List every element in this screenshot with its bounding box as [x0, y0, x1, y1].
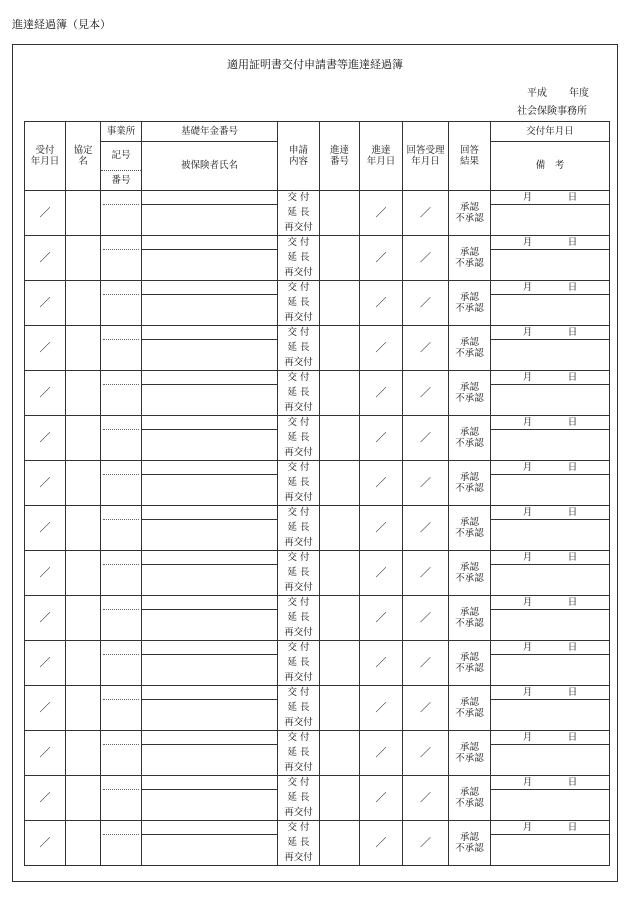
remarks-cell[interactable] [491, 520, 610, 551]
remarks-cell[interactable] [491, 205, 610, 236]
pension-number-cell[interactable] [142, 326, 278, 340]
received-date-cell[interactable]: ／ [25, 281, 66, 326]
application-type-cell[interactable]: 交 付 延 長 再交付 [278, 191, 320, 236]
transmittal-date-cell[interactable]: ／ [360, 281, 403, 326]
table-row [25, 326, 610, 340]
reply-date-cell[interactable]: ／ [403, 596, 449, 641]
received-date-cell[interactable]: ／ [25, 686, 66, 731]
remarks-cell[interactable] [491, 385, 610, 416]
application-type-cell[interactable]: 交 付 延 長 再交付 [278, 416, 320, 461]
agreement-cell[interactable] [66, 686, 101, 731]
header-remarks: 備 考 [491, 142, 610, 191]
page-label: 進達経過簿（見本） [12, 18, 111, 31]
insured-name-cell[interactable] [142, 700, 278, 731]
table-row [25, 191, 610, 205]
transmittal-date-cell[interactable]: ／ [360, 596, 403, 641]
table-row [25, 461, 610, 475]
table-row [25, 821, 610, 835]
agreement-cell[interactable] [66, 506, 101, 551]
reply-result-cell[interactable]: 承認 不承認 [449, 326, 491, 371]
remarks-cell[interactable] [491, 745, 610, 776]
pension-number-cell[interactable] [142, 641, 278, 655]
pension-number-cell[interactable] [142, 821, 278, 835]
header-received-date: 受付 年月日 [25, 122, 66, 191]
remarks-cell[interactable] [491, 790, 610, 821]
agreement-cell[interactable] [66, 821, 101, 866]
insured-name-cell[interactable] [142, 790, 278, 821]
transmittal-date-cell[interactable]: ／ [360, 821, 403, 866]
received-date-cell[interactable]: ／ [25, 731, 66, 776]
received-date-cell[interactable]: ／ [25, 326, 66, 371]
form-title: 適用証明書交付申請書等進達経過簿 [227, 58, 403, 71]
issue-date-cell[interactable]: 月 日 [491, 461, 610, 475]
insured-name-cell[interactable] [142, 655, 278, 686]
pension-number-cell[interactable] [142, 551, 278, 565]
agreement-cell[interactable] [66, 416, 101, 461]
office-symbol-number-cell[interactable] [101, 506, 142, 551]
issue-date-cell[interactable]: 月 日 [491, 686, 610, 700]
received-date-cell[interactable]: ／ [25, 416, 66, 461]
pension-number-cell[interactable] [142, 506, 278, 520]
transmittal-number-cell[interactable] [320, 506, 360, 551]
office-symbol-number-cell[interactable] [101, 371, 142, 416]
reply-date-cell[interactable]: ／ [403, 821, 449, 866]
issue-date-cell[interactable]: 月 日 [491, 371, 610, 385]
insured-name-cell[interactable] [142, 250, 278, 281]
application-type-cell[interactable]: 交 付 延 長 再交付 [278, 281, 320, 326]
transmittal-date-cell[interactable]: ／ [360, 461, 403, 506]
fiscal-year-label: 年度 [569, 88, 589, 99]
application-type-cell[interactable]: 交 付 延 長 再交付 [278, 326, 320, 371]
insured-name-cell[interactable] [142, 205, 278, 236]
table-row [25, 596, 610, 610]
transmittal-number-cell[interactable] [320, 641, 360, 686]
transmittal-number-cell[interactable] [320, 776, 360, 821]
transmittal-date-cell[interactable]: ／ [360, 506, 403, 551]
application-type-cell[interactable]: 交 付 延 長 再交付 [278, 506, 320, 551]
office-name: 社会保険事務所 [517, 106, 587, 117]
pension-number-cell[interactable] [142, 416, 278, 430]
reply-result-cell[interactable]: 承認 不承認 [449, 731, 491, 776]
issue-date-cell[interactable]: 月 日 [491, 776, 610, 790]
received-date-cell[interactable]: ／ [25, 191, 66, 236]
transmittal-date-cell[interactable]: ／ [360, 686, 403, 731]
table-row [25, 731, 610, 745]
application-type-cell[interactable]: 交 付 延 長 再交付 [278, 236, 320, 281]
insured-name-cell[interactable] [142, 385, 278, 416]
table-row [25, 641, 610, 655]
insured-name-cell[interactable] [142, 520, 278, 551]
office-symbol-number-cell[interactable] [101, 686, 142, 731]
pension-number-cell[interactable] [142, 371, 278, 385]
header-application: 申請 内容 [278, 122, 320, 191]
header-transmittal-date: 進達 年月日 [360, 122, 403, 191]
agreement-cell[interactable] [66, 551, 101, 596]
insured-name-cell[interactable] [142, 295, 278, 326]
transmittal-number-cell[interactable] [320, 371, 360, 416]
pension-number-cell[interactable] [142, 731, 278, 745]
reply-date-cell[interactable]: ／ [403, 686, 449, 731]
transmittal-date-cell[interactable]: ／ [360, 641, 403, 686]
header-number: 番号 [101, 171, 142, 191]
received-date-cell[interactable]: ／ [25, 551, 66, 596]
application-type-cell[interactable]: 交 付 延 長 再交付 [278, 686, 320, 731]
header-agreement: 協定 名 [66, 122, 101, 191]
insured-name-cell[interactable] [142, 475, 278, 506]
received-date-cell[interactable]: ／ [25, 236, 66, 281]
reply-date-cell[interactable]: ／ [403, 371, 449, 416]
office-symbol-number-cell[interactable] [101, 821, 142, 866]
issue-date-cell[interactable]: 月 日 [491, 641, 610, 655]
transmittal-number-cell[interactable] [320, 731, 360, 776]
reply-result-cell[interactable]: 承認 不承認 [449, 641, 491, 686]
pension-number-cell[interactable] [142, 776, 278, 790]
remarks-cell[interactable] [491, 250, 610, 281]
issue-date-cell[interactable]: 月 日 [491, 506, 610, 520]
header-pension-number: 基礎年金番号 [142, 122, 278, 142]
reply-date-cell[interactable]: ／ [403, 191, 449, 236]
reply-result-cell[interactable]: 承認 不承認 [449, 191, 491, 236]
issue-date-cell[interactable]: 月 日 [491, 281, 610, 295]
transmittal-date-cell[interactable]: ／ [360, 371, 403, 416]
remarks-cell[interactable] [491, 610, 610, 641]
transmittal-number-cell[interactable] [320, 461, 360, 506]
table-row [25, 551, 610, 565]
transmittal-date-cell[interactable]: ／ [360, 551, 403, 596]
ledger-table [24, 121, 610, 866]
pension-number-cell[interactable] [142, 596, 278, 610]
remarks-cell[interactable] [491, 565, 610, 596]
table-row [25, 371, 610, 385]
reply-date-cell[interactable]: ／ [403, 731, 449, 776]
transmittal-date-cell[interactable]: ／ [360, 236, 403, 281]
insured-name-cell[interactable] [142, 430, 278, 461]
transmittal-number-cell[interactable] [320, 821, 360, 866]
application-type-cell[interactable]: 交 付 延 長 再交付 [278, 641, 320, 686]
table-row [25, 686, 610, 700]
agreement-cell[interactable] [66, 326, 101, 371]
table-row [25, 281, 610, 295]
pension-number-cell[interactable] [142, 191, 278, 205]
issue-date-cell[interactable]: 月 日 [491, 731, 610, 745]
remarks-cell[interactable] [491, 430, 610, 461]
received-date-cell[interactable]: ／ [25, 821, 66, 866]
office-symbol-number-cell[interactable] [101, 551, 142, 596]
header-symbol: 記号 [101, 142, 142, 171]
office-symbol-number-cell[interactable] [101, 776, 142, 821]
reply-date-cell[interactable]: ／ [403, 641, 449, 686]
application-type-cell[interactable]: 交 付 延 長 再交付 [278, 776, 320, 821]
office-symbol-number-cell[interactable] [101, 326, 142, 371]
issue-date-cell[interactable]: 月 日 [491, 821, 610, 835]
application-type-cell[interactable]: 交 付 延 長 再交付 [278, 821, 320, 866]
issue-date-cell[interactable]: 月 日 [491, 551, 610, 565]
received-date-cell[interactable]: ／ [25, 641, 66, 686]
table-row [25, 776, 610, 790]
insured-name-cell[interactable] [142, 340, 278, 371]
transmittal-number-cell[interactable] [320, 596, 360, 641]
remarks-cell[interactable] [491, 295, 610, 326]
office-symbol-number-cell[interactable] [101, 281, 142, 326]
transmittal-number-cell[interactable] [320, 281, 360, 326]
reply-result-cell[interactable]: 承認 不承認 [449, 551, 491, 596]
office-symbol-number-cell[interactable] [101, 236, 142, 281]
office-symbol-number-cell[interactable] [101, 731, 142, 776]
header-issue-date: 交付年月日 [491, 122, 610, 142]
issue-date-cell[interactable]: 月 日 [491, 416, 610, 430]
reply-result-cell[interactable]: 承認 不承認 [449, 686, 491, 731]
transmittal-date-cell[interactable]: ／ [360, 731, 403, 776]
received-date-cell[interactable]: ／ [25, 461, 66, 506]
reply-result-cell[interactable]: 承認 不承認 [449, 416, 491, 461]
insured-name-cell[interactable] [142, 565, 278, 596]
insured-name-cell[interactable] [142, 745, 278, 776]
table-row [25, 236, 610, 250]
issue-date-cell[interactable]: 月 日 [491, 596, 610, 610]
reply-result-cell[interactable]: 承認 不承認 [449, 776, 491, 821]
remarks-cell[interactable] [491, 655, 610, 686]
issue-date-cell[interactable]: 月 日 [491, 236, 610, 250]
received-date-cell[interactable]: ／ [25, 371, 66, 416]
table-row [25, 416, 610, 430]
application-type-cell[interactable]: 交 付 延 長 再交付 [278, 596, 320, 641]
transmittal-number-cell[interactable] [320, 191, 360, 236]
reply-result-cell[interactable]: 承認 不承認 [449, 281, 491, 326]
reply-result-cell[interactable]: 承認 不承認 [449, 236, 491, 281]
reply-date-cell[interactable]: ／ [403, 506, 449, 551]
application-type-cell[interactable]: 交 付 延 長 再交付 [278, 731, 320, 776]
remarks-cell[interactable] [491, 340, 610, 371]
pension-number-cell[interactable] [142, 236, 278, 250]
pension-number-cell[interactable] [142, 686, 278, 700]
issue-date-cell[interactable]: 月 日 [491, 326, 610, 340]
reply-date-cell[interactable]: ／ [403, 236, 449, 281]
reply-result-cell[interactable]: 承認 不承認 [449, 461, 491, 506]
transmittal-date-cell[interactable]: ／ [360, 326, 403, 371]
insured-name-cell[interactable] [142, 835, 278, 866]
reply-date-cell[interactable]: ／ [403, 416, 449, 461]
agreement-cell[interactable] [66, 371, 101, 416]
header-insured-name: 被保険者氏名 [142, 142, 278, 191]
insured-name-cell[interactable] [142, 610, 278, 641]
header-transmittal-number: 進達 番号 [320, 122, 360, 191]
transmittal-number-cell[interactable] [320, 416, 360, 461]
header-office: 事業所 [101, 122, 142, 142]
agreement-cell[interactable] [66, 731, 101, 776]
reply-result-cell[interactable]: 承認 不承認 [449, 821, 491, 866]
office-symbol-number-cell[interactable] [101, 191, 142, 236]
reply-result-cell[interactable]: 承認 不承認 [449, 506, 491, 551]
transmittal-date-cell[interactable]: ／ [360, 776, 403, 821]
remarks-cell[interactable] [491, 835, 610, 866]
application-type-cell[interactable]: 交 付 延 長 再交付 [278, 371, 320, 416]
transmittal-number-cell[interactable] [320, 551, 360, 596]
agreement-cell[interactable] [66, 641, 101, 686]
office-symbol-number-cell[interactable] [101, 416, 142, 461]
reply-date-cell[interactable]: ／ [403, 551, 449, 596]
received-date-cell[interactable]: ／ [25, 776, 66, 821]
issue-date-cell[interactable]: 月 日 [491, 191, 610, 205]
reply-date-cell[interactable]: ／ [403, 326, 449, 371]
agreement-cell[interactable] [66, 281, 101, 326]
header-reply-date: 回答受理 年月日 [403, 122, 449, 191]
remarks-cell[interactable] [491, 700, 610, 731]
agreement-cell[interactable] [66, 236, 101, 281]
reply-date-cell[interactable]: ／ [403, 281, 449, 326]
agreement-cell[interactable] [66, 776, 101, 821]
agreement-cell[interactable] [66, 596, 101, 641]
received-date-cell[interactable]: ／ [25, 506, 66, 551]
office-symbol-number-cell[interactable] [101, 641, 142, 686]
transmittal-date-cell[interactable]: ／ [360, 416, 403, 461]
agreement-cell[interactable] [66, 191, 101, 236]
office-symbol-number-cell[interactable] [101, 461, 142, 506]
transmittal-number-cell[interactable] [320, 686, 360, 731]
transmittal-number-cell[interactable] [320, 326, 360, 371]
pension-number-cell[interactable] [142, 281, 278, 295]
header-reply-result: 回答 結果 [449, 122, 491, 191]
fiscal-year-line [527, 84, 589, 99]
application-type-cell[interactable]: 交 付 延 長 再交付 [278, 461, 320, 506]
reply-result-cell[interactable]: 承認 不承認 [449, 596, 491, 641]
reply-date-cell[interactable]: ／ [403, 461, 449, 506]
transmittal-number-cell[interactable] [320, 236, 360, 281]
reply-date-cell[interactable]: ／ [403, 776, 449, 821]
reply-result-cell[interactable]: 承認 不承認 [449, 371, 491, 416]
office-symbol-number-cell[interactable] [101, 596, 142, 641]
application-type-cell[interactable]: 交 付 延 長 再交付 [278, 551, 320, 596]
transmittal-date-cell[interactable]: ／ [360, 191, 403, 236]
agreement-cell[interactable] [66, 461, 101, 506]
era-label: 平成 [527, 88, 547, 99]
remarks-cell[interactable] [491, 475, 610, 506]
table-row [25, 506, 610, 520]
pension-number-cell[interactable] [142, 461, 278, 475]
received-date-cell[interactable]: ／ [25, 596, 66, 641]
